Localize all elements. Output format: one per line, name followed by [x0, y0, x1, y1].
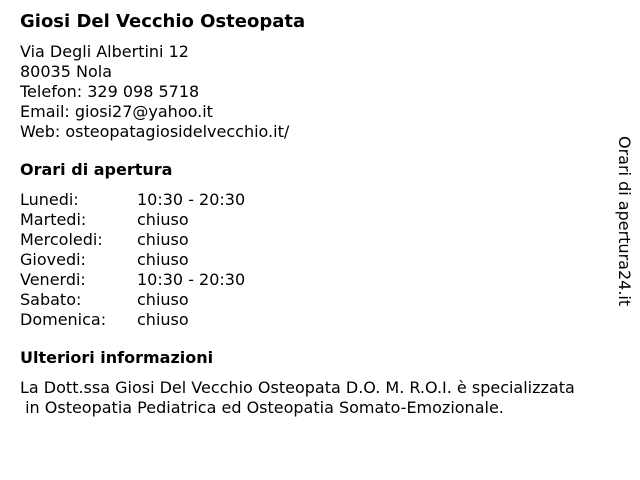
- hours-row-thursday: [20, 250, 620, 270]
- hours-day-label: Venerdi:: [20, 270, 86, 289]
- business-card: [20, 10, 620, 418]
- site-brand-watermark: Orari di apertura24.it: [615, 136, 634, 307]
- business-name: Giosi Del Vecchio Osteopata: [20, 11, 306, 32]
- hours-day-label: Domenica:: [20, 310, 107, 329]
- hours-time-value: chiuso: [137, 310, 189, 329]
- phone-number[interactable]: Telefon: 329 098 5718: [20, 82, 200, 101]
- hours-time-value: chiuso: [137, 290, 189, 309]
- hours-row-sunday: [20, 310, 620, 330]
- hours-row-saturday: [20, 290, 620, 310]
- hours-time-value: chiuso: [137, 210, 189, 229]
- additional-info-heading: Ulteriori informazioni: [20, 348, 214, 367]
- hours-day-label: Martedi:: [20, 210, 87, 229]
- hours-time-value: 10:30 - 20:30: [137, 190, 246, 209]
- hours-row-monday: [20, 190, 620, 210]
- hours-day-label: Giovedi:: [20, 250, 86, 269]
- hours-time-value: chiuso: [137, 250, 189, 269]
- hours-row-friday: [20, 270, 620, 290]
- hours-row-tuesday: [20, 210, 620, 230]
- address-city: 80035 Nola: [20, 62, 112, 81]
- hours-time-value: 10:30 - 20:30: [137, 270, 246, 289]
- opening-hours-heading: Orari di apertura: [20, 160, 173, 179]
- opening-hours-list: [20, 190, 620, 330]
- business-description: La Dott.ssa Giosi Del Vecchio Osteopata D.O. M. R.O.I. è specializzata in Osteopatia Pediatrica ed Osteopatia Somato-Emozionale.: [20, 378, 575, 417]
- hours-day-label: Lunedi:: [20, 190, 79, 209]
- address-street: Via Degli Albertini 12: [20, 42, 189, 61]
- email-address[interactable]: Email: giosi27@yahoo.it: [20, 102, 213, 121]
- website-link[interactable]: Web: osteopatagiosidelvecchio.it/: [20, 122, 290, 141]
- hours-day-label: Mercoledi:: [20, 230, 103, 249]
- hours-day-label: Sabato:: [20, 290, 82, 309]
- hours-row-wednesday: [20, 230, 620, 250]
- hours-time-value: chiuso: [137, 230, 189, 249]
